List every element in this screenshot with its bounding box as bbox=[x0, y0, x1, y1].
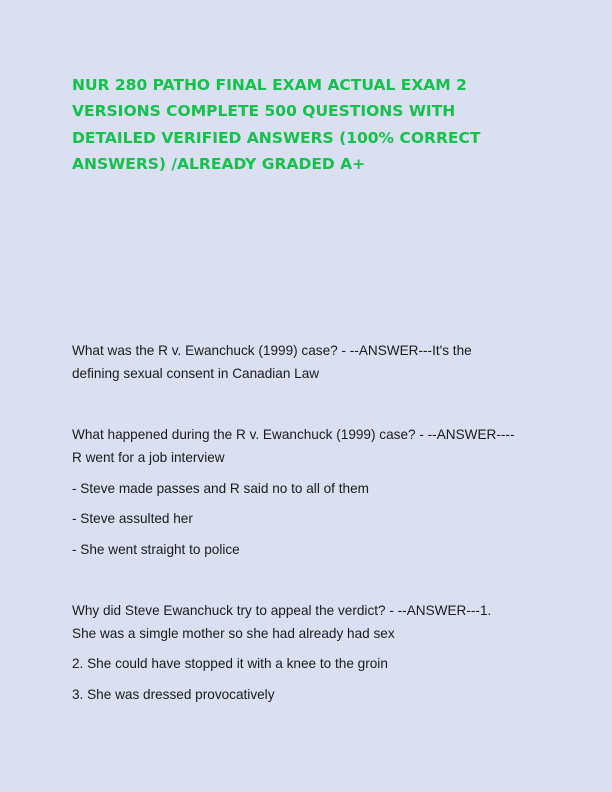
answer-2-item: - Steve assulted her bbox=[72, 511, 193, 526]
title-line: VERSIONS COMPLETE 500 QUESTIONS WITH bbox=[72, 102, 456, 121]
document-title bbox=[72, 72, 542, 177]
question-1-line-1: What was the R v. Ewanchuck (1999) case? - --ANSWER---It's the bbox=[72, 343, 472, 358]
question-1-line-2: defining sexual consent in Canadian Law bbox=[72, 366, 320, 381]
question-3-line-1: Why did Steve Ewanchuck try to appeal the verdict? - --ANSWER---1. bbox=[72, 603, 492, 618]
title-line: NUR 280 PATHO FINAL EXAM ACTUAL EXAM 2 bbox=[72, 76, 467, 94]
question-3-line-2: She was a simgle mother so she had already had sex bbox=[72, 626, 395, 641]
question-2-line-1: What happened during the R v. Ewanchuck (1999) case? - --ANSWER---- bbox=[72, 427, 515, 442]
title-line: ANSWERS) /ALREADY GRADED A+ bbox=[72, 154, 366, 173]
answer-2-item: - Steve made passes and R said no to all of them bbox=[72, 481, 369, 496]
title-line: DETAILED VERIFIED ANSWERS (100% CORRECT bbox=[72, 128, 481, 147]
answer-2-item: - She went straight to police bbox=[72, 542, 240, 557]
answer-3-item: 3. She was dressed provocatively bbox=[72, 687, 275, 702]
answer-3-item: 2. She could have stopped it with a knee to the groin bbox=[72, 656, 388, 671]
question-2-line-2: R went for a job interview bbox=[72, 450, 225, 465]
